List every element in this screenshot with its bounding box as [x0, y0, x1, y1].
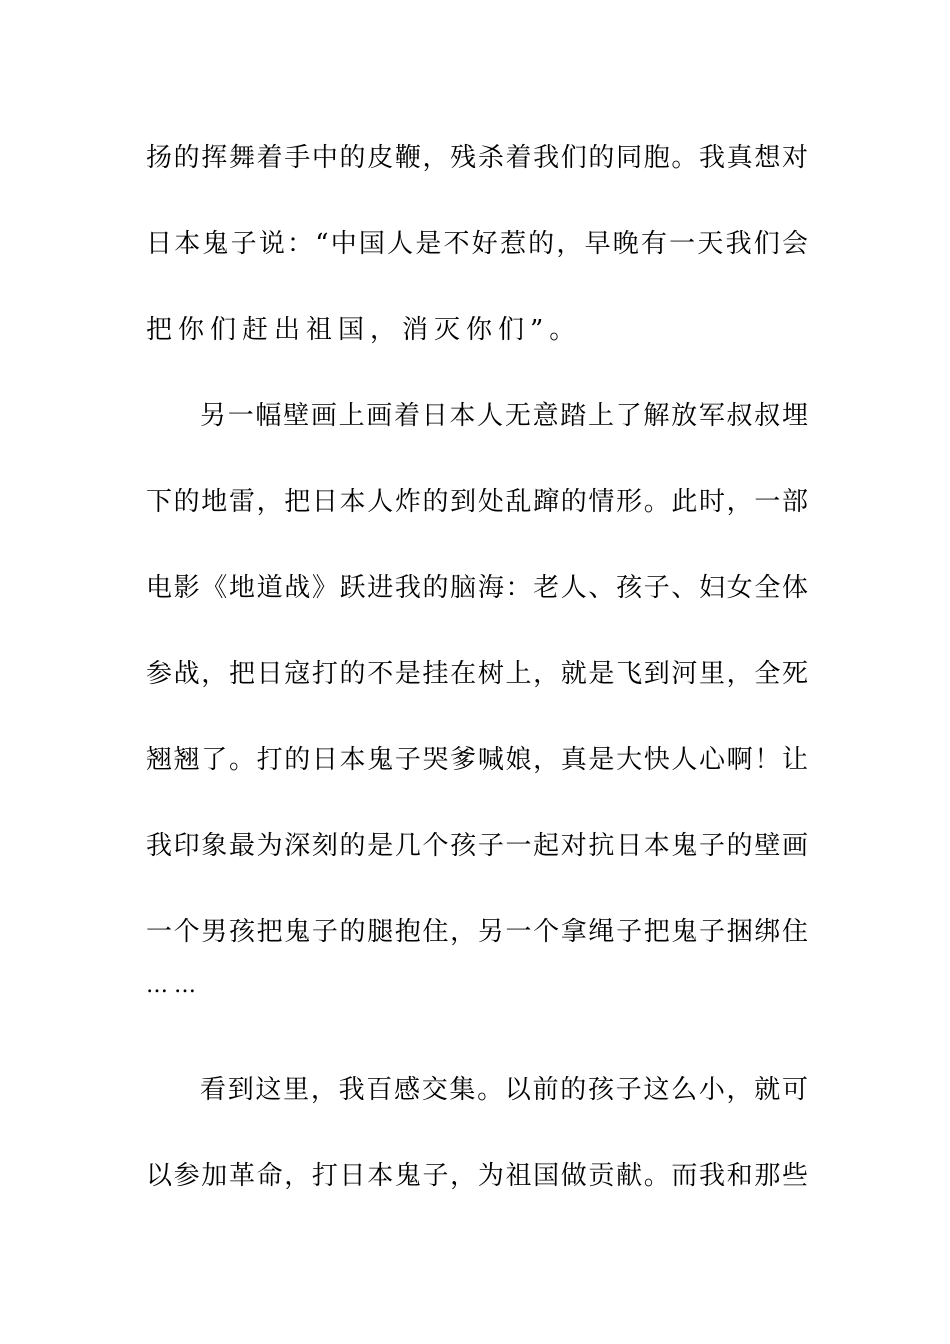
ellipsis-line: …… — [146, 973, 202, 998]
text-line: 我印象最为深刻的是几个孩子一起对抗日本鬼子的壁画 — [146, 831, 808, 861]
text-line: 日本鬼子说：“中国人是不好惹的，早晚有一天我们会 — [146, 229, 808, 259]
paragraph-first-line: 另一幅壁画上画着日本人无意踏上了解放军叔叔埋 — [200, 401, 808, 431]
text-line: 翘翘了。打的日本鬼子哭爹喊娘，真是大快人心啊！让 — [146, 745, 808, 775]
paragraph-first-line: 看到这里，我百感交集。以前的孩子这么小，就可 — [200, 1075, 808, 1105]
text-line: 以参加革命，打日本鬼子，为祖国做贡献。而我和那些 — [146, 1161, 808, 1191]
text-line: 参战，把日寇打的不是挂在树上，就是飞到河里，全死 — [146, 659, 808, 689]
text-line: 下的地雷，把日本人炸的到处乱蹿的情形。此时，一部 — [146, 487, 808, 517]
text-line: 电影《地道战》跃进我的脑海：老人、孩子、妇女全体 — [146, 573, 808, 603]
text-line: 一个男孩把鬼子的腿抱住，另一个拿绳子把鬼子捆绑住 — [146, 917, 808, 947]
text-line: 扬的挥舞着手中的皮鞭，残杀着我们的同胞。我真想对 — [146, 143, 808, 173]
text-line: 把你们赶出祖国，消灭你们”。 — [146, 315, 582, 345]
